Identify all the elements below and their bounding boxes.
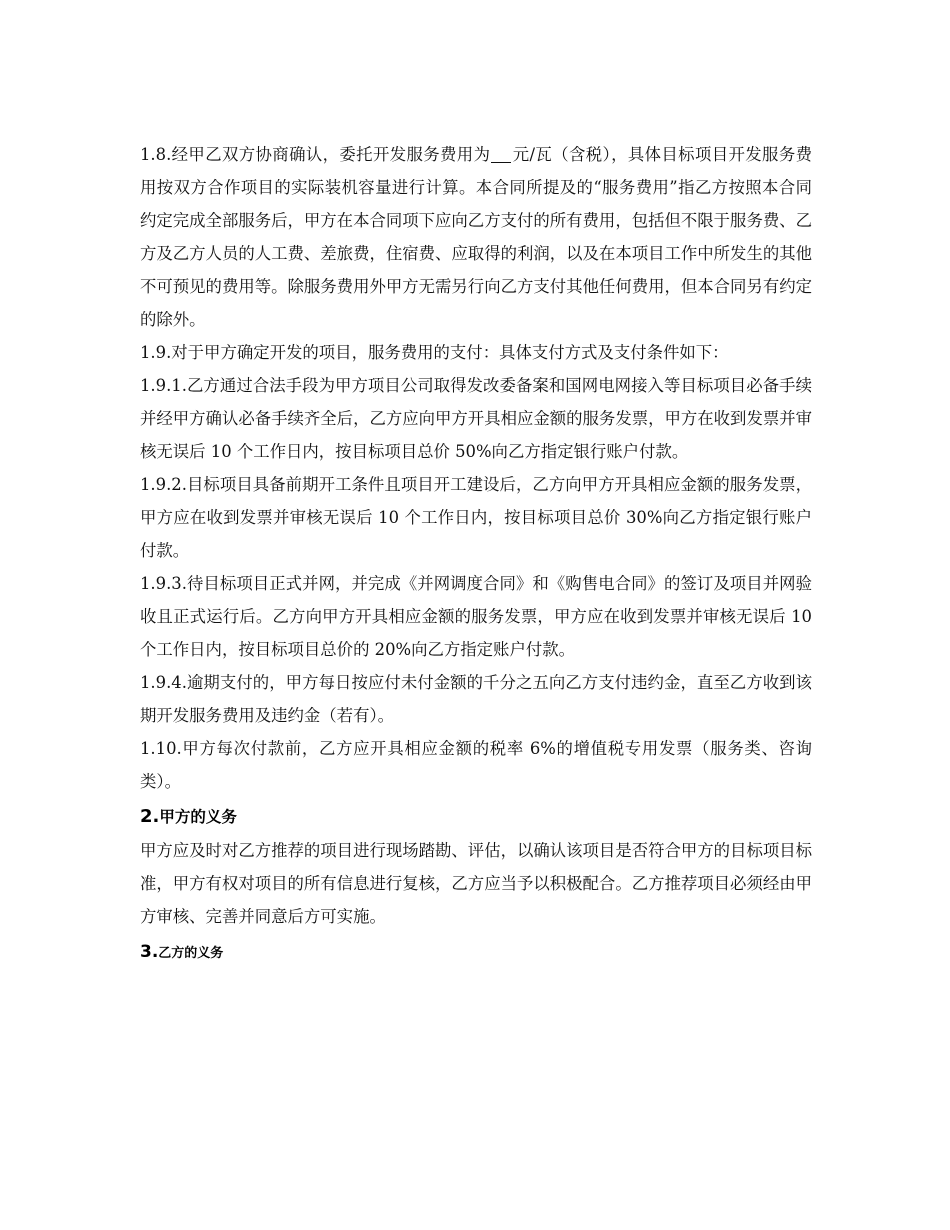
section-3-heading xyxy=(140,935,812,971)
fee-blank-underline xyxy=(491,142,511,163)
section-3-number: 3. xyxy=(140,942,159,962)
section-2-title: 甲方的义务 xyxy=(159,808,237,826)
clause-1-10: 1.10.甲方每次付款前，乙方应开具相应金额的税率 6%的增值税专用发票（服务类、咨询类）。 xyxy=(140,739,812,791)
clause-1-8-text-start: 1.8.经甲乙双方协商确认，委托开发服务费用为 xyxy=(140,145,491,164)
clause-1-9-1: 1.9.1.乙方通过合法手段为甲方项目公司取得发改委备案和国网电网接入等目标项目必备手续并经甲方确认必备手续齐全后，乙方应向甲方开具相应金额的服务发票，甲方在收到发票并审核无误后 10 个工作日内，按目标项目总价 50%向乙方指定银行账户付款。 xyxy=(140,376,813,461)
clause-1-8 xyxy=(140,138,812,336)
clause-1-9-4: 1.9.4.逾期支付的，甲方每日按应付未付金额的千分之五向乙方支付违约金，直至乙方收到该期开发服务费用及违约金（若有）。 xyxy=(140,673,812,725)
section-2-body: 甲方应及时对乙方推荐的项目进行现场踏勘、评估，以确认该项目是否符合甲方的目标项目标准，甲方有权对项目的所有信息进行复核，乙方应当予以积极配合。乙方推荐项目必须经由甲方审核、完善并同意后方可实施。 xyxy=(140,841,813,926)
clause-1-9-2: 1.9.2.目标项目具备前期开工条件且项目开工建设后，乙方向甲方开具相应金额的服务发票，甲方应在收到发票并审核无误后 10 个工作日内，按目标项目总价 30%向乙方指定银行账户付款。 xyxy=(140,475,812,560)
clause-1-9-3: 1.9.3.待目标项目正式并网，并完成《并网调度合同》和《购售电合同》的签订及项目并网验收且正式运行后。乙方向甲方开具相应金额的服务发票，甲方应在收到发票并审核无误后 10 个工作日内，按目标项目总价的 20%向乙方指定账户付款。 xyxy=(140,574,812,659)
document-page xyxy=(140,138,812,971)
section-2-number: 2. xyxy=(140,806,160,827)
section-3-title: 乙方的义务 xyxy=(158,946,224,961)
clause-1-8-text-end: 元/瓦（含税），具体目标项目开发服务费用按双方合作项目的实际装机容量进行计算。本合同所提及的“服务费用”指乙方按照本合同约定完成全部服务后，甲方在本合同项下应向乙方支付的所有费用，包括但不限于服务费、乙方及乙方人员的人工费、差旅费，住宿费、应取得的利润，以及在本项目工作中所发生的其他不可预见的费用等。除服务费用外甲方无需另行向乙方支付其他任何费用，但本合同另有约定的除外。 xyxy=(140,145,813,329)
clause-1-9: 1.9.对于甲方确定开发的项目，服务费用的支付：具体支付方式及支付条件如下： xyxy=(140,343,729,362)
section-2-heading xyxy=(140,800,812,834)
